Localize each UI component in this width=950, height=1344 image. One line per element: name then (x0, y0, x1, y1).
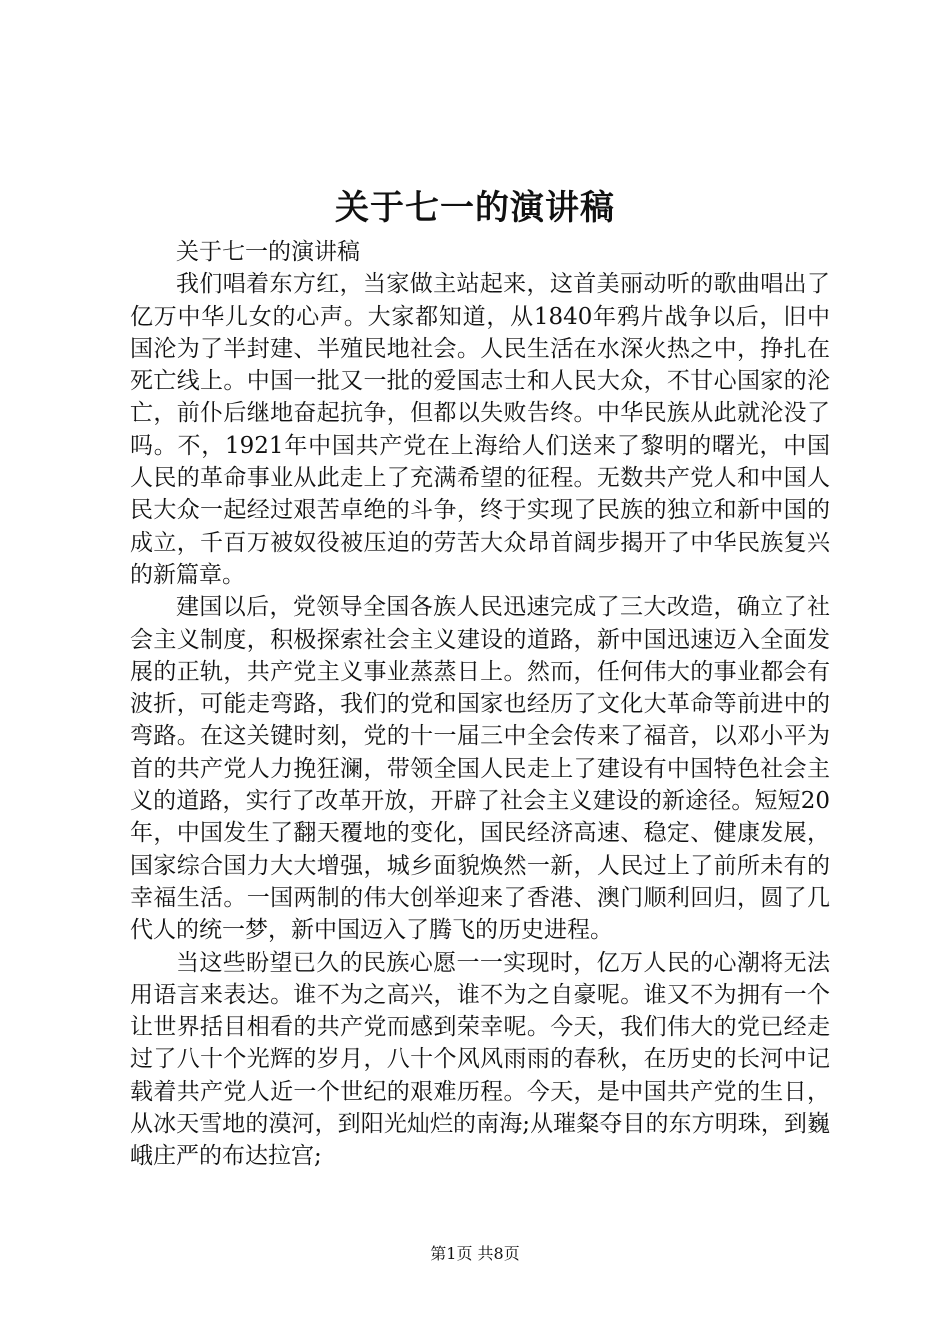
paragraph: 建国以后，党领导全国各族人民迅速完成了三大改造，确立了社会主义制度，积极探索社会主义建设的道路，新中国迅速迈入全面发展的正轨，共产党主义事业蒸蒸日上。然而，任何伟大的事业都会有波折，可能走弯路，我们的党和国家也经历了文化大革命等前进中的弯路。在这关键时刻，党的十一届三中全会传来了福音，以邓小平为首的共产党人力挽狂澜，带领全国人民走上了建设有中国特色社会主义的道路，实行了改革开放，开辟了社会主义建设的新途径。短短20年，中国发生了翻天覆地的变化，国民经济高速、稳定、健康发展，国家综合国力大大增强，城乡面貌焕然一新，人民过上了前所未有的幸福生活。一国两制的伟大创举迎来了香港、澳门顺利回归，圆了几代人的统一梦，新中国迈入了腾飞的历史进程。 (130, 594, 830, 944)
paragraph-subtitle: 关于七一的演讲稿 (176, 239, 360, 265)
document-title: 关于七一的演讲稿 (335, 188, 615, 228)
document-body (130, 236, 830, 1173)
paragraph: 我们唱着东方红，当家做主站起来，这首美丽动听的歌曲唱出了亿万中华儿女的心声。大家都知道，从1840年鸦片战争以后，旧中国沦为了半封建、半殖民地社会。人民生活在水深火热之中，挣扎在死亡线上。中国一批又一批的爱国志士和人民大众，不甘心国家的沦亡，前仆后继地奋起抗争，但都以失败告终。中华民族从此就沦没了吗。不，1921年中国共产党在上海给人们送来了黎明的曙光，中国人民的革命事业从此走上了充满希望的征程。无数共产党人和中国人民大众一起经过艰苦卓绝的斗争，终于实现了民族的独立和新中国的成立，千百万被奴役被压迫的劳苦大众昂首阔步揭开了中华民族复兴的新篇章。 (130, 271, 830, 588)
paragraph: 当这些盼望已久的民族心愿一一实现时，亿万人民的心潮将无法用语言来表达。谁不为之高兴，谁不为之自豪呢。谁又不为拥有一个让世界括目相看的共产党而感到荣幸呢。今天，我们伟大的党已经走过了八十个光辉的岁月，八十个风风雨雨的春秋，在历史的长河中记载着共产党人近一个世纪的艰难历程。今天，是中国共产党的生日，从冰天雪地的漠河，到阳光灿烂的南海;从璀粲夺目的东方明珠，到巍峨庄严的布达拉宫; (130, 949, 830, 1170)
page-number-footer: 第1页 共8页 (430, 1244, 520, 1263)
